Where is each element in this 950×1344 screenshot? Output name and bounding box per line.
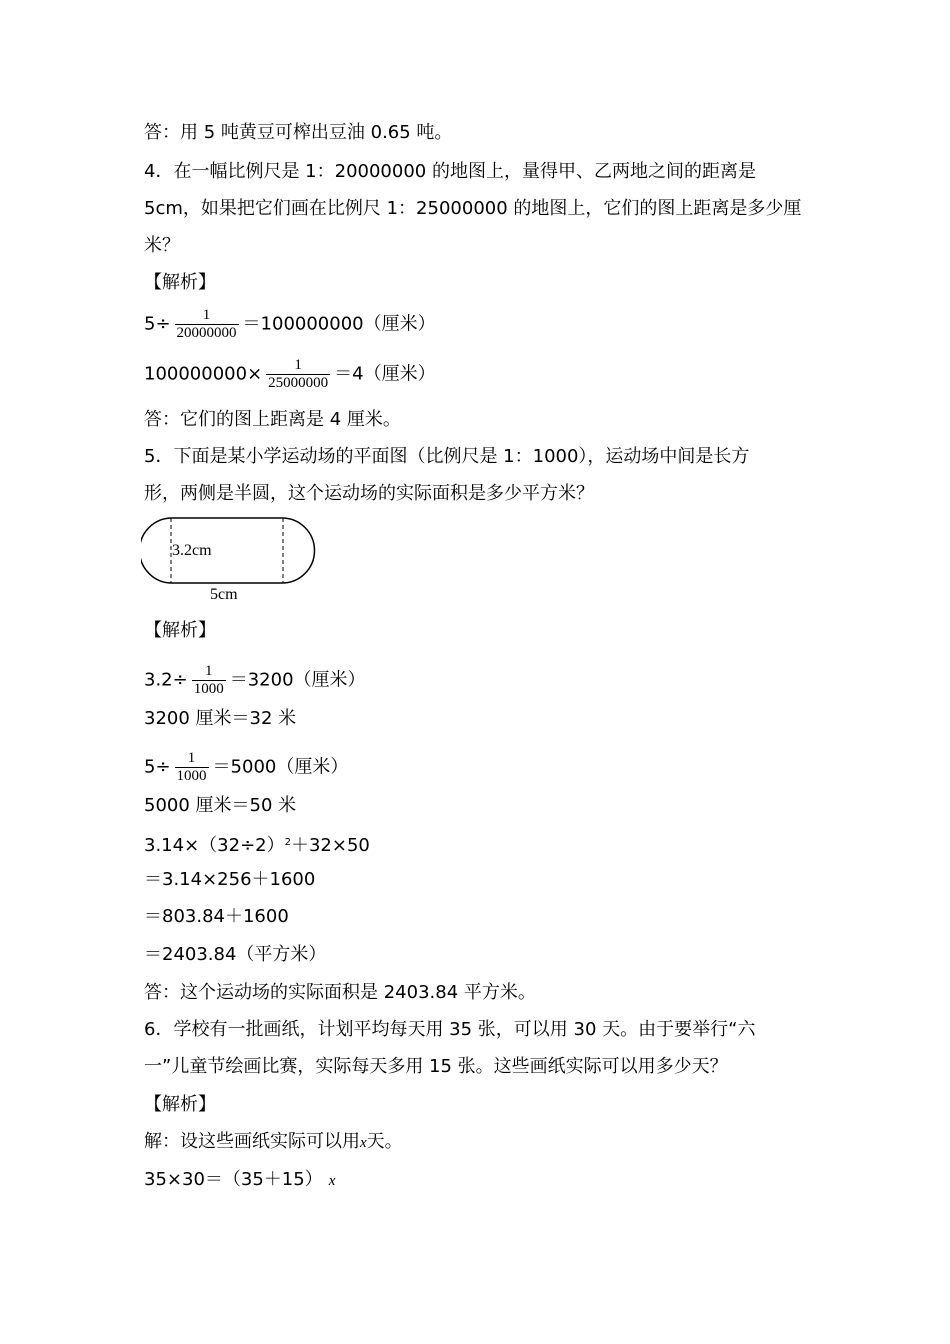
solution-4-step-1 <box>144 307 436 342</box>
variable: x <box>328 1173 336 1189</box>
solution-4-step-2 <box>144 357 436 392</box>
fraction-denominator: 20000000 <box>176 325 237 341</box>
track-field-svg <box>141 512 321 604</box>
fraction-denominator: 1000 <box>193 681 224 697</box>
solution-5-step-3 <box>144 750 348 785</box>
solution-5-step-4: 5000 厘米＝50 米 <box>144 795 297 816</box>
expr-suffix: ＝4（厘米） <box>334 363 436 385</box>
fraction <box>192 663 226 698</box>
solution-6-step-2 <box>144 1168 335 1193</box>
track-field-diagram <box>141 512 321 608</box>
solution-5-step-7: ＝803.84＋1600 <box>144 906 289 927</box>
question-5-line-2: 形，两侧是半圆，这个运动场的实际面积是多少平方米？ <box>144 483 594 504</box>
fraction-numerator: 1 <box>202 307 211 323</box>
expr-prefix: 5÷ <box>144 313 171 335</box>
fraction-denominator: 1000 <box>176 768 207 784</box>
expr-suffix: 天。 <box>366 1131 403 1152</box>
variable: x <box>360 1135 367 1151</box>
superscript: 2 <box>284 837 291 848</box>
question-6-line-1: 6．学校有一批画纸，计划平均每天用 35 张，可以用 30 天。由于要举行“六 <box>144 1019 756 1040</box>
expr-prefix: 100000000× <box>144 363 263 385</box>
fraction <box>266 357 330 392</box>
question-4-line-3: 米？ <box>144 235 180 256</box>
fraction-numerator: 1 <box>294 357 302 373</box>
fraction-numerator: 1 <box>204 663 213 679</box>
answer-3: 答：用 5 吨黄豆可榨出豆油 0.65 吨。 <box>144 122 453 143</box>
fraction-numerator: 1 <box>187 750 196 766</box>
track-outline <box>141 518 315 583</box>
solution-5-heading: 【解析】 <box>144 620 216 641</box>
fraction <box>175 750 209 785</box>
expr-suffix: ＋32×50 <box>290 835 370 856</box>
solution-4-heading: 【解析】 <box>144 272 216 293</box>
question-5-line-1: 5．下面是某小学运动场的平面图（比例尺是 1：1000），运动场中间是长方 <box>144 446 750 467</box>
expr-prefix: 35×30＝（35＋15） <box>144 1169 323 1190</box>
solution-5-step-1 <box>144 663 366 698</box>
answer-4: 答：它们的图上距离是 4 厘米。 <box>144 409 401 430</box>
expr-suffix: ＝5000（厘米） <box>212 756 349 778</box>
expr-prefix: 解：设这些画纸实际可以用 <box>144 1131 360 1152</box>
expr-prefix: 3.14×（32÷2） <box>144 835 285 856</box>
expr-suffix: ＝3200（厘米） <box>229 669 366 691</box>
solution-5-step-2: 3200 厘米＝32 米 <box>144 708 297 729</box>
width-label: 3.2cm <box>172 542 212 559</box>
question-6-line-2: 一”儿童节绘画比赛，实际每天多用 15 张。这些画纸实际可以用多少天？ <box>144 1056 728 1077</box>
fraction-denominator: 25000000 <box>268 375 329 391</box>
question-4-line-2: 5cm，如果把它们画在比例尺 1：25000000 的地图上，它们的图上距离是多少厘 <box>144 198 802 219</box>
solution-6-step-1 <box>144 1130 403 1155</box>
solution-5-step-6: ＝3.14×256＋1600 <box>144 869 316 890</box>
length-label: 5cm <box>210 586 238 603</box>
expr-prefix: 3.2÷ <box>144 669 188 691</box>
question-4-line-1: 4．在一幅比例尺是 1：20000000 的地图上，量得甲、乙两地之间的距离是 <box>144 161 756 182</box>
expr-suffix: ＝100000000（厘米） <box>242 313 436 335</box>
solution-6-heading: 【解析】 <box>144 1094 216 1115</box>
fraction <box>175 307 239 342</box>
answer-5: 答：这个运动场的实际面积是 2403.84 平方米。 <box>144 982 536 1003</box>
solution-5-step-8: ＝2403.84（平方米） <box>144 944 327 965</box>
expr-prefix: 5÷ <box>144 756 171 778</box>
solution-5-step-5 <box>144 831 370 858</box>
